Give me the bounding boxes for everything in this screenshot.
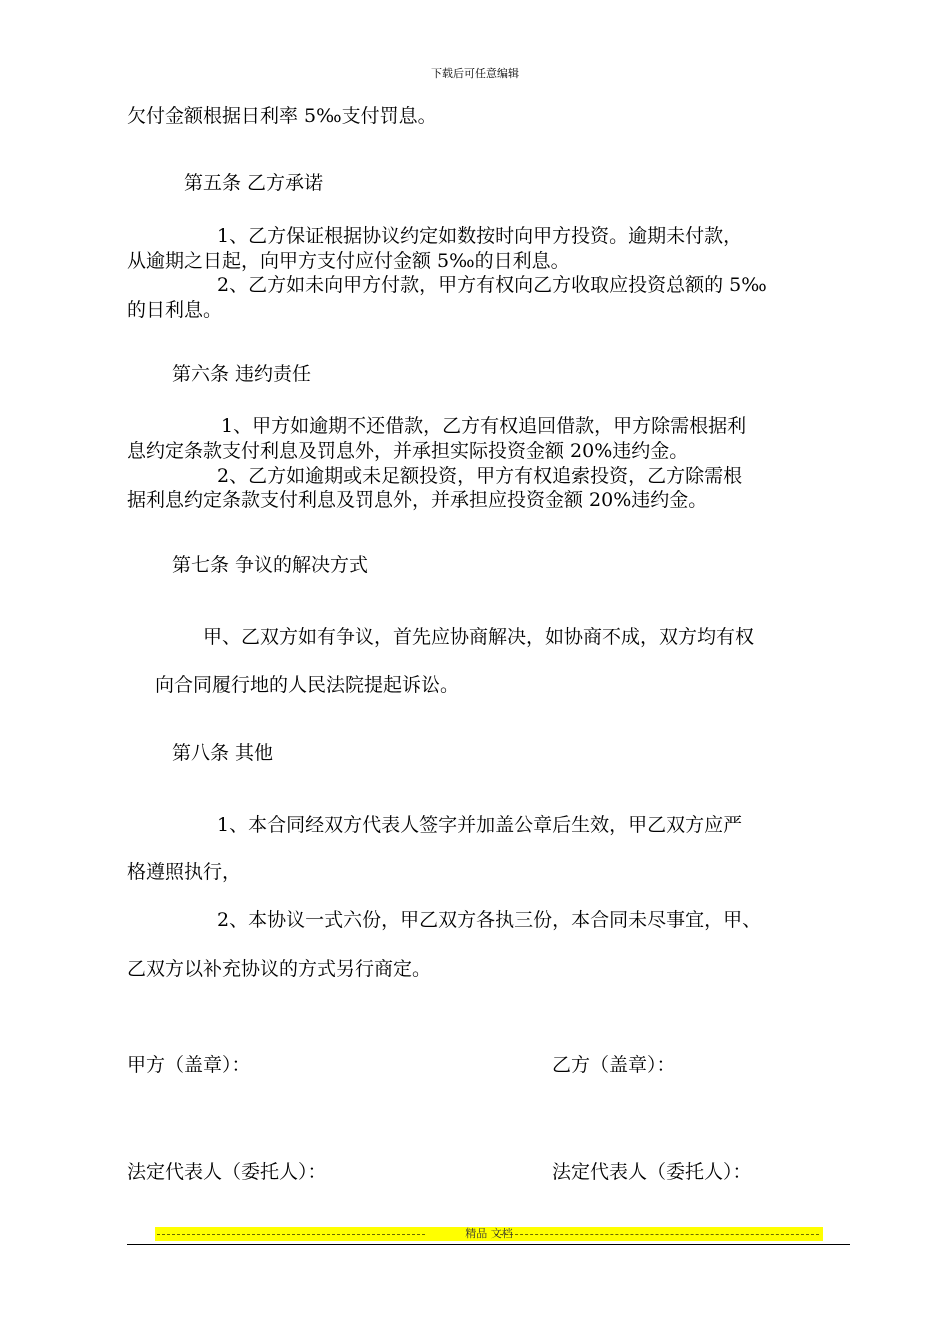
paragraph-line: 向合同履行地的人民法院提起诉讼。 [155, 674, 460, 696]
paragraph-line: 1、甲方如逾期不还借款，乙方有权追回借款，甲方除需根据利 [221, 415, 747, 437]
article-5-heading: 第五条 乙方承诺 [184, 172, 324, 194]
paragraph-line: 1、乙方保证根据协议约定如数按时向甲方投资。逾期未付款， [217, 225, 743, 247]
header-note: 下载后可任意编辑 [431, 67, 519, 80]
paragraph-line: 格遵照执行， [127, 861, 242, 883]
paragraph-line: 2、乙方如未向甲方付款，甲方有权向乙方收取应投资总额的 5‰ [217, 274, 767, 296]
paragraph-line: 乙双方以补充协议的方式另行商定。 [127, 958, 432, 980]
article-7-heading: 第七条 争议的解决方式 [172, 554, 369, 576]
footer-label: 精品 文档 [465, 1227, 513, 1240]
party-b-seal-label: 乙方（盖章）： [552, 1054, 676, 1076]
article-8-heading: 第八条 其他 [172, 742, 274, 764]
paragraph-line: 欠付金额根据日利率 5‰支付罚息。 [127, 105, 437, 127]
paragraph-line: 甲、乙双方如有争议，首先应协商解决，如协商不成，双方均有权 [203, 626, 755, 648]
party-a-representative-label: 法定代表人（委托人）： [127, 1161, 327, 1183]
party-a-seal-label: 甲方（盖章）： [127, 1054, 251, 1076]
paragraph-line: 息约定条款支付利息及罚息外，并承担实际投资金额 20%违约金。 [127, 440, 689, 462]
footer-rule [127, 1244, 850, 1245]
paragraph-line: 2、本协议一式六份，甲乙双方各执三份，本合同未尽事宜，甲、 [217, 909, 762, 931]
footer-highlight-bar [155, 1227, 823, 1241]
paragraph-line: 据利息约定条款支付利息及罚息外，并承担应投资金额 20%违约金。 [127, 489, 708, 511]
paragraph-line: 2、乙方如逾期或未足额投资，甲方有权追索投资，乙方除需根 [217, 465, 743, 487]
party-b-representative-label: 法定代表人（委托人）： [552, 1161, 752, 1183]
paragraph-line: 1、本合同经双方代表人签字并加盖公章后生效，甲乙双方应严 [217, 814, 743, 836]
article-6-heading: 第六条 违约责任 [172, 363, 312, 385]
paragraph-line: 从逾期之日起，向甲方支付应付金额 5‰的日利息。 [127, 250, 570, 272]
paragraph-line: 的日利息。 [127, 299, 223, 321]
